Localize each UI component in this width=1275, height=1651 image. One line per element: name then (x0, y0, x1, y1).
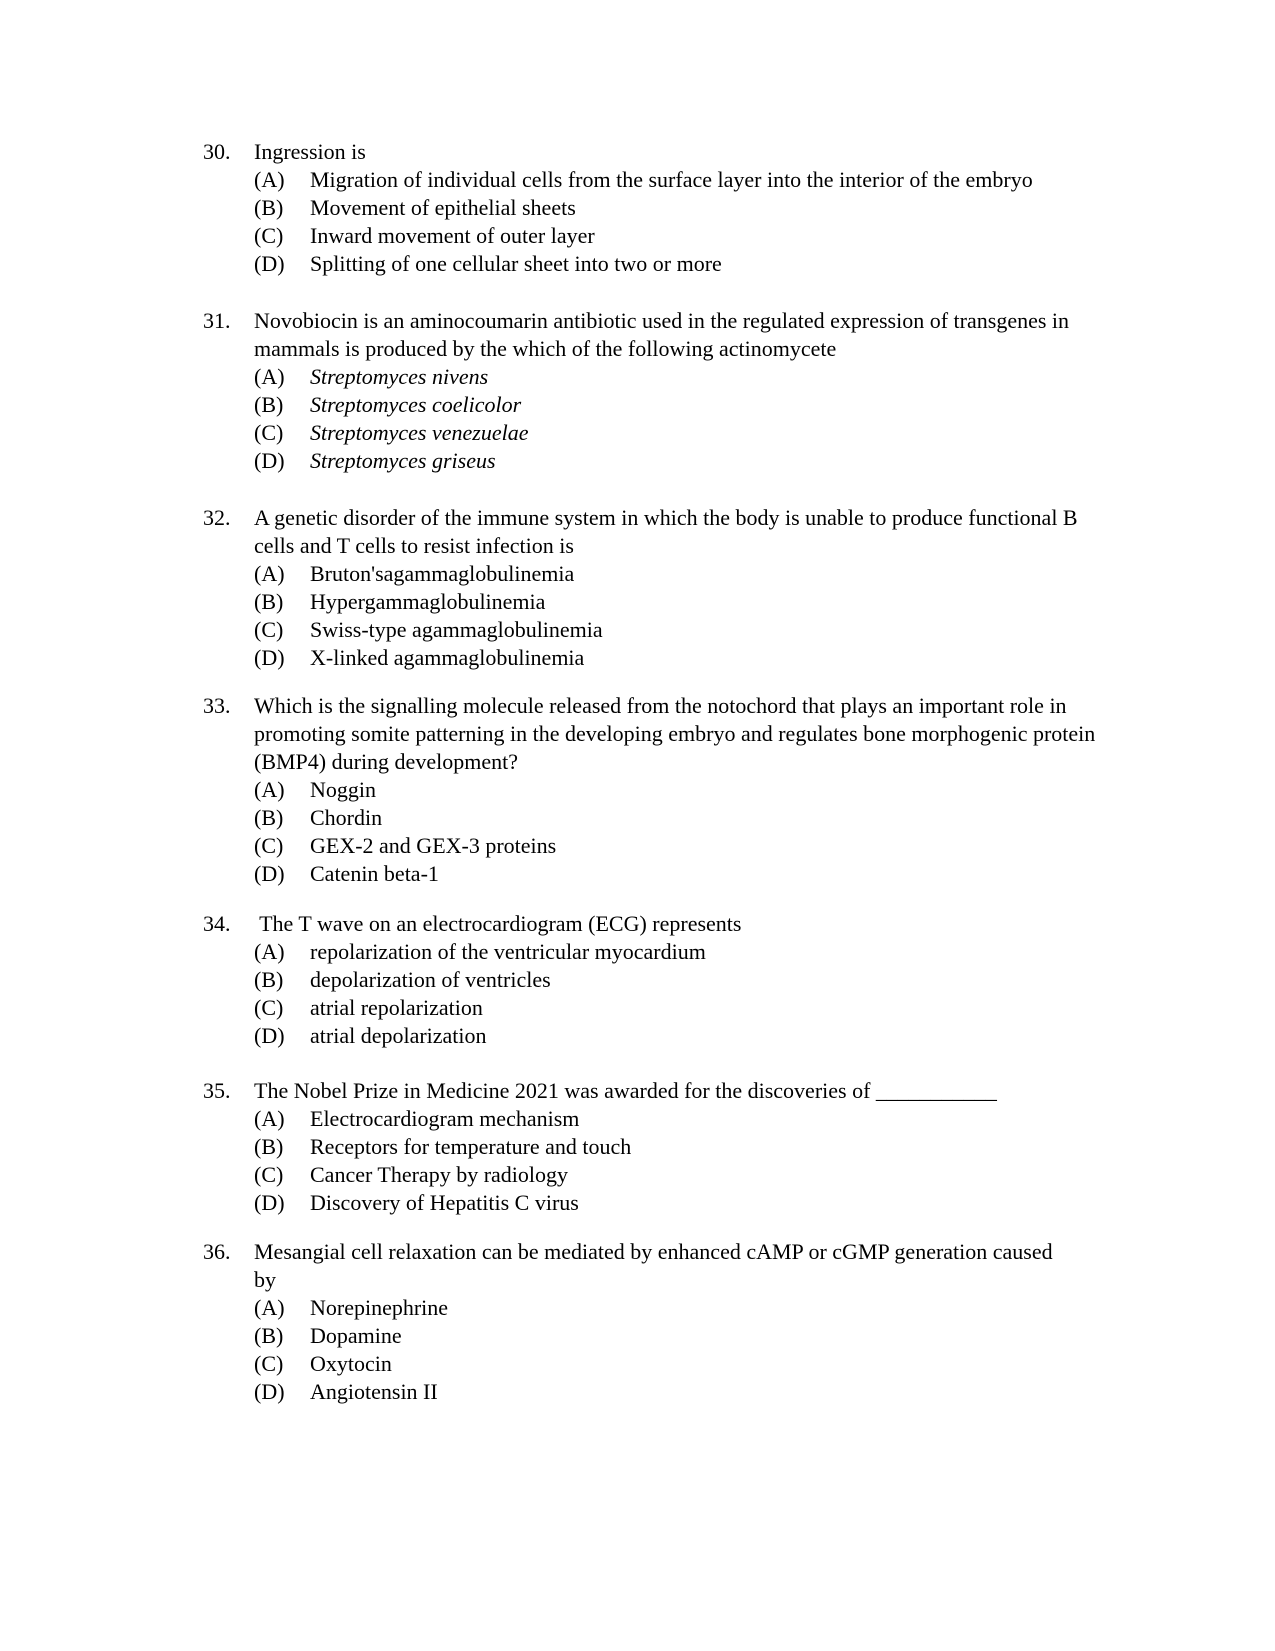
option-33-b (0, 804, 1275, 832)
option-31-a (0, 363, 1275, 391)
option-text: Chordin (310, 805, 383, 830)
option-30-a (0, 166, 1275, 194)
option-label: (A) (254, 777, 285, 802)
option-text: Inward movement of outer layer (310, 223, 595, 248)
option-36-a (0, 1294, 1275, 1322)
option-35-b (0, 1133, 1275, 1161)
option-text: atrial repolarization (310, 995, 483, 1020)
option-text: Cancer Therapy by radiology (310, 1162, 569, 1187)
option-text: repolarization of the ventricular myocardium (310, 939, 706, 964)
option-text: Streptomyces nivens (310, 364, 489, 389)
option-label: (B) (254, 195, 284, 220)
option-text: Hypergammaglobulinemia (310, 589, 546, 614)
option-label: (D) (254, 448, 285, 473)
option-text: Angiotensin II (310, 1379, 438, 1404)
option-36-c (0, 1350, 1275, 1378)
option-label: (A) (254, 167, 285, 192)
option-32-c (0, 616, 1275, 644)
question-text: Novobiocin is an aminocoumarin antibiotic used in the regulated expression of transgenes in mammals is produced by the which of the following actinomycete (254, 308, 1070, 361)
option-30-c (0, 222, 1275, 250)
option-31-c (0, 419, 1275, 447)
option-36-d (0, 1378, 1275, 1406)
option-text: GEX-2 and GEX-3 proteins (310, 833, 557, 858)
option-text: Catenin beta-1 (310, 861, 439, 886)
option-35-a (0, 1105, 1275, 1133)
question-text: The T wave on an electrocardiogram (ECG) represents (254, 911, 742, 936)
option-31-d (0, 447, 1275, 475)
option-label: (A) (254, 939, 285, 964)
question-text: Which is the signalling molecule released from the notochord that plays an important role in promoting somite patterning in the developing embryo and regulates bone morphogenic protein (BMP4) during development? (254, 693, 1096, 774)
option-text: Streptomyces venezuelae (310, 420, 529, 445)
option-label: (A) (254, 364, 285, 389)
option-34-c (0, 994, 1275, 1022)
option-label: (A) (254, 1295, 285, 1320)
option-label: (B) (254, 1134, 284, 1159)
option-30-d (0, 250, 1275, 278)
option-32-d (0, 644, 1275, 672)
option-34-d (0, 1022, 1275, 1050)
option-30-b (0, 194, 1275, 222)
option-label: (D) (254, 645, 285, 670)
option-label: (A) (254, 1106, 285, 1131)
option-label: (C) (254, 995, 284, 1020)
question-text: A genetic disorder of the immune system in which the body is unable to produce functional B cells and T cells to resist infection is (254, 505, 1078, 558)
option-label: (D) (254, 1379, 285, 1404)
option-text: Norepinephrine (310, 1295, 449, 1320)
option-32-a (0, 560, 1275, 588)
option-text: Dopamine (310, 1323, 402, 1348)
option-label: (C) (254, 617, 284, 642)
option-text: Swiss-type agammaglobulinemia (310, 617, 603, 642)
option-label: (C) (254, 833, 284, 858)
option-31-b (0, 391, 1275, 419)
question-number: 35. (203, 1078, 231, 1103)
option-label: (D) (254, 251, 285, 276)
option-label: (C) (254, 1162, 284, 1187)
option-label: (B) (254, 392, 284, 417)
option-label: (C) (254, 420, 284, 445)
option-text: Receptors for temperature and touch (310, 1134, 632, 1159)
option-text: X-linked agammaglobulinemia (310, 645, 585, 670)
option-33-c (0, 832, 1275, 860)
option-text: Noggin (310, 777, 376, 802)
question-number: 31. (203, 308, 231, 333)
question-number: 36. (203, 1239, 231, 1264)
option-text: Bruton'sagammaglobulinemia (310, 561, 575, 586)
question-text: Ingression is (254, 139, 366, 164)
option-35-d (0, 1189, 1275, 1217)
option-label: (B) (254, 589, 284, 614)
option-34-b (0, 966, 1275, 994)
option-34-a (0, 938, 1275, 966)
option-text: Migration of individual cells from the surface layer into the interior of the embryo (310, 167, 1033, 192)
option-text: Electrocardiogram mechanism (310, 1106, 580, 1131)
question-number: 34. (203, 911, 231, 936)
option-text: Discovery of Hepatitis C virus (310, 1190, 579, 1215)
question-number: 30. (203, 139, 231, 164)
option-label: (D) (254, 1023, 285, 1048)
option-label: (B) (254, 967, 284, 992)
option-label: (A) (254, 561, 285, 586)
option-label: (B) (254, 1323, 284, 1348)
option-label: (D) (254, 1190, 285, 1215)
option-text: depolarization of ventricles (310, 967, 551, 992)
option-label: (B) (254, 805, 284, 830)
question-number: 33. (203, 693, 231, 718)
option-33-a (0, 776, 1275, 804)
option-text: Streptomyces coelicolor (310, 392, 522, 417)
option-label: (D) (254, 861, 285, 886)
option-36-b (0, 1322, 1275, 1350)
question-text: The Nobel Prize in Medicine 2021 was awarded for the discoveries of ___________ (254, 1078, 997, 1103)
option-text: atrial depolarization (310, 1023, 487, 1048)
question-text: Mesangial cell relaxation can be mediated by enhanced cAMP or cGMP generation caused by (254, 1239, 1053, 1292)
option-text: Movement of epithelial sheets (310, 195, 576, 220)
option-33-d (0, 860, 1275, 888)
option-text: Splitting of one cellular sheet into two or more (310, 251, 722, 276)
option-text: Streptomyces griseus (310, 448, 496, 473)
option-label: (C) (254, 1351, 284, 1376)
question-number: 32. (203, 505, 231, 530)
option-label: (C) (254, 223, 284, 248)
option-32-b (0, 588, 1275, 616)
option-35-c (0, 1161, 1275, 1189)
option-text: Oxytocin (310, 1351, 392, 1376)
